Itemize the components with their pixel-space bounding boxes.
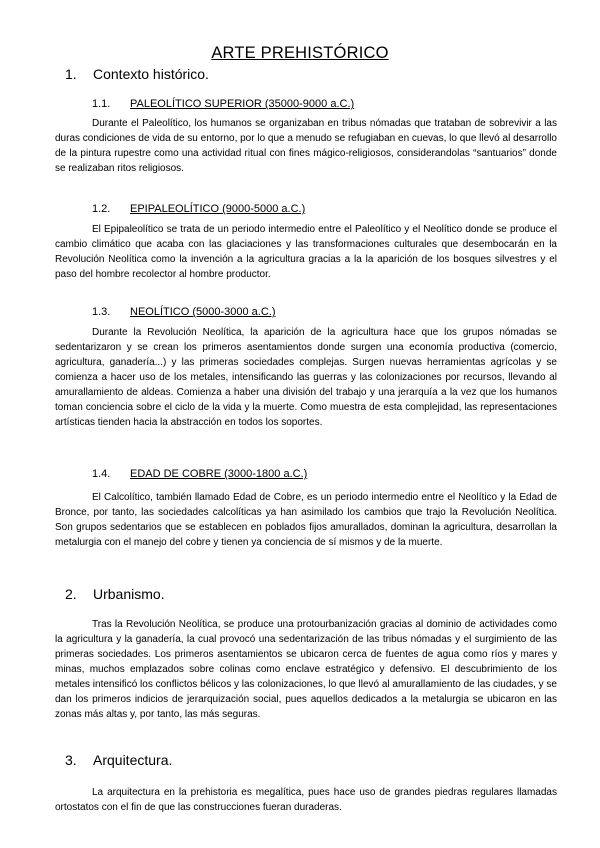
- subsection-number: 1.3.: [92, 306, 111, 318]
- subsection-title: NEOLÍTICO (5000-3000 a.C.): [130, 306, 276, 318]
- subsection-heading-1-2: [92, 203, 305, 215]
- paragraph-urbanismo: Tras la Revolución Neolítica, se produce una protourbanización gracias al dominio de actividades como la agricultura y la ganadería, la cual provocó una sedentarización de las tribus nómadas y el surgimiento de las primeras sociedades. Los primeros asentamientos se ubicaron cerca de fuentes de agua como ríos y mares y minas, muchos emplazados sobre colinas como enclave estratégico y defensivo. El descubrimiento de los metales intensificó los conflictos bélicos y las colonizaciones, lo que llevó al amurallamiento de las ciudades, y se dan los primeros indicios de jerarquización social, pues aquellos dedicados a la metalurgia se ubicaron en las zonas más altas y, por tanto, las más seguras.: [55, 619, 557, 720]
- section-title: Arquitectura.: [93, 752, 173, 768]
- subsection-title: EPIPALEOLÍTICO (9000-5000 a.C.): [130, 203, 306, 215]
- section-heading-3: [65, 752, 172, 768]
- subsection-heading-1-4: [92, 468, 307, 480]
- section-heading-1: [65, 66, 209, 82]
- section-number: 3.: [65, 752, 77, 768]
- subsection-title: EDAD DE COBRE (3000-1800 a.C.): [130, 468, 308, 480]
- subsection-heading-1-1: [92, 98, 354, 110]
- paragraph-paleolitico: Durante el Paleolítico, los humanos se organizaban en tribus nómadas que trataban de sobrevivir a las duras condiciones de vida de su entorno, por lo que a menudo se refugiaban en cuevas, lo que llevó al desarrollo de la pintura rupestre como una actividad ritual con fines mágico-religiosos, considerandolas “santuarios” donde se realizaban ritos religiosos.: [55, 118, 557, 174]
- section-heading-2: [65, 586, 165, 602]
- paragraph-edad-de-cobre: El Calcolítico, también llamado Edad de Cobre, es un periodo intermedio entre el Neolítico y la Edad de Bronce, por tanto, las sociedades calcolíticas ya han asimilado los cambios que trajo la Revolución Neolítica. Son grupos sedentarios que se establecen en poblados fijos amurallados, dominan la agricultura, desarrollan la metalurgia con el manejo del cobre y tienen ya conciencia de sí mismos y de la muerte.: [55, 492, 557, 548]
- subsection-heading-1-3: [92, 306, 276, 318]
- section-number: 2.: [65, 586, 77, 602]
- paragraph-arquitectura: La arquitectura en la prehistoria es megalítica, pues hace uso de grandes piedras regulares llamadas ortostatos con el fin de que las construcciones fueran duraderas.: [55, 787, 557, 813]
- subsection-number: 1.2.: [92, 203, 111, 215]
- subsection-title: PALEOLÍTICO SUPERIOR (35000-9000 a.C.): [130, 98, 355, 110]
- section-number: 1.: [65, 66, 77, 82]
- subsection-number: 1.4.: [92, 468, 111, 480]
- section-title: Urbanismo.: [93, 586, 165, 602]
- paragraph-neolitico: Durante la Revolución Neolítica, la aparición de la agricultura hace que los grupos nómadas se sedentarizaron y se crean los primeros asentamientos donde surgen una economía productiva (comercio, agricultura, ganadería...) y las primeras sociedades complejas. Surgen nuevas herramientas agrícolas y se comienza a hacer uso de los metales, intensificando las guerras y las colonizaciones por recursos, llevando al amurallamiento de aldeas. Comienza a haber una división del trabajo y una jerarquía a la vez que los humanos toman conciencia sobre el ciclo de la vida y la muerte. Como muestra de esta complejidad, las representaciones artísticas tienden hacia la abstracción en todos los soportes.: [55, 327, 557, 428]
- section-title: Contexto histórico.: [93, 66, 209, 82]
- paragraph-epipaleolitico: El Epipaleolítico se trata de un periodo intermedio entre el Paleolítico y el Neolítico donde se produce el cambio climático que acaba con las glaciaciones y las transformaciones culturales que desembocarán en la Revolución Neolítica como la invención a la agricultura gracias a la la aparición de los bosques silvestres y el paso del hombre recolector al hombre productor.: [55, 224, 557, 280]
- subsection-number: 1.1.: [92, 98, 111, 110]
- document-title: ARTE PREHISTÓRICO: [211, 44, 389, 62]
